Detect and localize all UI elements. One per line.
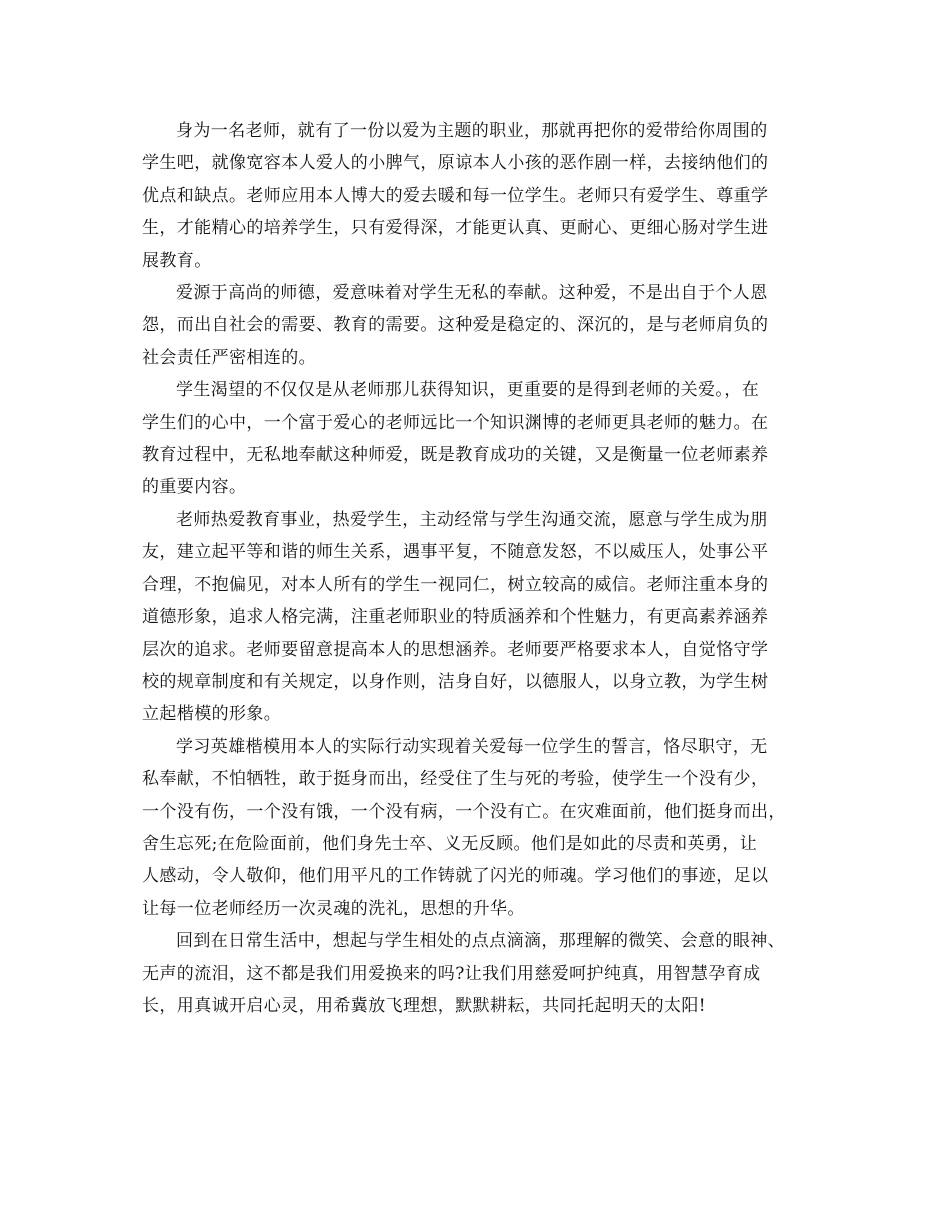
text-line: 合理，不抱偏见，对本人所有的学生一视同仁，树立较高的威信。老师注重本身的 bbox=[142, 574, 769, 595]
text-line: 学生渴望的不仅仅是从老师那儿获得知识，更重要的是得到老师的关爱。，在 bbox=[176, 380, 760, 401]
text-line: 校的规章制度和有关规定，以身作则，洁身自好，以德服人，以身立教，为学生树 bbox=[142, 671, 769, 692]
text-line: 优点和缺点。老师应用本人博大的爱去暖和每一位学生。老师只有爱学生、尊重学 bbox=[142, 185, 769, 206]
paragraph-2 bbox=[142, 277, 810, 374]
text-line: 让每一位老师经历一次灵魂的洗礼，思想的升华。 bbox=[142, 898, 525, 919]
text-line: 身为一名老师，就有了一份以爱为主题的职业，那就再把你的爱带给你周围的 bbox=[176, 121, 768, 141]
text-line: 爱源于高尚的师德，爱意味着对学生无私的奉献。这种爱，不是出自于个人恩 bbox=[176, 283, 768, 304]
text-line: 学生们的心中，一个富于爱心的老师远比一个知识渊博的老师更具老师的魅力。在 bbox=[142, 412, 769, 433]
text-line: 舍生忘死;在危险面前，他们身先士卒、义无反顾。他们是如此的尽责和英勇，让 bbox=[142, 833, 758, 854]
text-line: 友，建立起平等和谐的师生关系，遇事平复，不随意发怒，不以威压人，处事公平 bbox=[142, 542, 769, 563]
text-line: 老师热爱教育事业，热爱学生，主动经常与学生沟通交流，愿意与学生成为朋 bbox=[176, 509, 768, 530]
text-line: 层次的追求。老师要留意提高本人的思想涵养。老师要严格要求本人，自觉恪守学 bbox=[142, 639, 769, 660]
paragraph-4 bbox=[142, 504, 810, 731]
text-line: 道德形象，追求人格完满，注重老师职业的特质涵养和个性魅力，有更高素养涵养 bbox=[142, 607, 769, 628]
text-line: 立起楷模的形象。 bbox=[142, 704, 282, 725]
document-page bbox=[142, 115, 810, 1022]
paragraph-1 bbox=[142, 115, 810, 277]
text-line: 生，才能精心的培养学生，只有爱得深，才能更认真、更耐心、更细心肠对学生进 bbox=[142, 218, 769, 239]
text-line: 人感动，令人敬仰，他们用平凡的工作铸就了闪光的师魂。学习他们的事迹，足以 bbox=[142, 866, 769, 887]
text-line: 长，用真诚开启心灵，用希冀放飞理想，默默耕耘，共同托起明天的太阳! bbox=[142, 995, 707, 1016]
text-line: 一个没有伤，一个没有饿，一个没有病，一个没有亡。在灾难面前，他们挺身而出， bbox=[142, 801, 786, 822]
paragraph-5 bbox=[142, 731, 810, 925]
paragraph-6 bbox=[142, 925, 810, 1022]
text-line: 教育过程中，无私地奉献这种师爱，既是教育成功的关键，又是衡量一位老师素养 bbox=[142, 445, 769, 466]
text-line: 学生吧，就像宽容本人爱人的小脾气，原谅本人小孩的恶作剧一样，去接纳他们的 bbox=[142, 153, 769, 174]
paragraph-3 bbox=[142, 374, 810, 504]
text-line: 展教育。 bbox=[142, 250, 212, 271]
text-line: 无声的流泪，这不都是我们用爱换来的吗?让我们用慈爱呵护纯真，用智慧孕育成 bbox=[142, 963, 761, 984]
text-line: 私奉献，不怕牺牲，敢于挺身而出，经受住了生与死的考验，使学生一个没有少， bbox=[142, 769, 769, 790]
text-line: 怨，而出自社会的需要、教育的需要。这种爱是稳定的、深沉的，是与老师肩负的 bbox=[142, 315, 769, 336]
text-line: 回到在日常生活中，想起与学生相处的点点滴滴，那理解的微笑、会意的眼神、 bbox=[176, 931, 785, 952]
text-line: 的重要内容。 bbox=[142, 477, 247, 498]
text-line: 学习英雄楷模用本人的实际行动实现着关爱每一位学生的誓言，恪尽职守，无 bbox=[176, 736, 768, 757]
text-line: 社会责任严密相连的。 bbox=[142, 347, 316, 368]
